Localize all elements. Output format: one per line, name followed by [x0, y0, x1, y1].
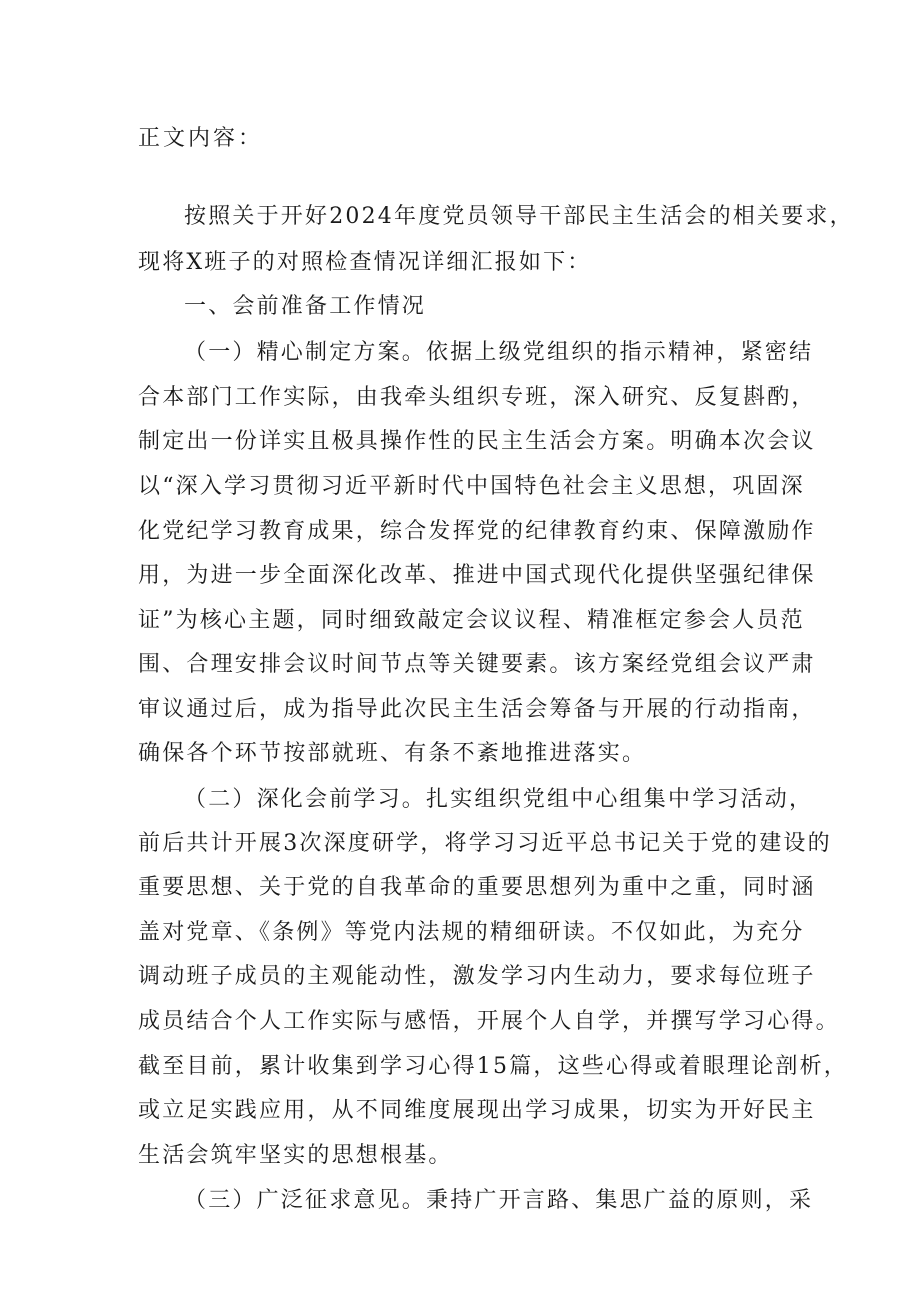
- paragraph-line: 生活会筑牢坚实的思想根基。: [138, 1143, 453, 1168]
- paragraph-line: 以“深入学习贯彻习近平新时代中国特色社会主义思想，巩固深: [138, 474, 805, 499]
- paragraph-line: （一）精心制定方案。依据上级党组织的指示精神，紧密结: [184, 340, 814, 365]
- paragraph-line: 用，为进一步全面深化改革、推进中国式现代化提供坚强纪律保: [138, 563, 816, 588]
- paragraph-line: 现将X班子的对照检查情况详细汇报如下：: [138, 250, 592, 275]
- section-heading: 一、会前准备工作情况: [184, 294, 427, 319]
- paragraph-line: 按照关于开好2024年度党员领导干部民主生活会的相关要求，: [184, 204, 854, 229]
- body-label: 正文内容：: [138, 126, 264, 151]
- paragraph-line: 证”为核心主题，同时细致敲定会议议程、精准框定参会人员范: [138, 608, 805, 633]
- paragraph-line: 盖对党章、《条例》等党内法规的精细研读。不仅如此，为充分: [138, 920, 805, 945]
- paragraph-line: 制定出一份详实且极具操作性的民主生活会方案。明确本次会议: [138, 429, 816, 454]
- paragraph-line: 重要思想、关于党的自我革命的重要思想列为重中之重，同时涵: [138, 875, 816, 900]
- paragraph-line: 审议通过后，成为指导此次民主生活会筹备与开展的行动指南，: [138, 697, 816, 722]
- paragraph-line: 成员结合个人工作实际与感悟，开展个人自学，并撰写学习心得。: [138, 1009, 840, 1034]
- paragraph-line: （三）广泛征求意见。秉持广开言路、集思广益的原则，采: [184, 1188, 814, 1213]
- paragraph-line: 围、合理安排会议时间节点等关键要素。该方案经党组会议严肃: [138, 652, 816, 677]
- paragraph-line: 前后共计开展3次深度研学，将学习习近平总书记关于党的建设的: [138, 831, 832, 856]
- paragraph-line: 调动班子成员的主观能动性，激发学习内生动力，要求每位班子: [138, 964, 816, 989]
- paragraph-line: 确保各个环节按部就班、有条不紊地推进落实。: [138, 741, 647, 766]
- paragraph-line: 化党纪学习教育成果，综合发挥党的纪律教育约束、保障激励作: [138, 519, 816, 544]
- paragraph-line: 或立足实践应用，从不同维度展现出学习成果，切实为开好民主: [138, 1098, 816, 1123]
- paragraph-line: 截至目前，累计收集到学习心得15篇，这些心得或着眼理论剖析，: [138, 1054, 848, 1079]
- paragraph-line: （二）深化会前学习。扎实组织党组中心组集中学习活动，: [184, 787, 814, 812]
- paragraph-line: 合本部门工作实际，由我牵头组织专班，深入研究、反复斟酌，: [138, 385, 816, 410]
